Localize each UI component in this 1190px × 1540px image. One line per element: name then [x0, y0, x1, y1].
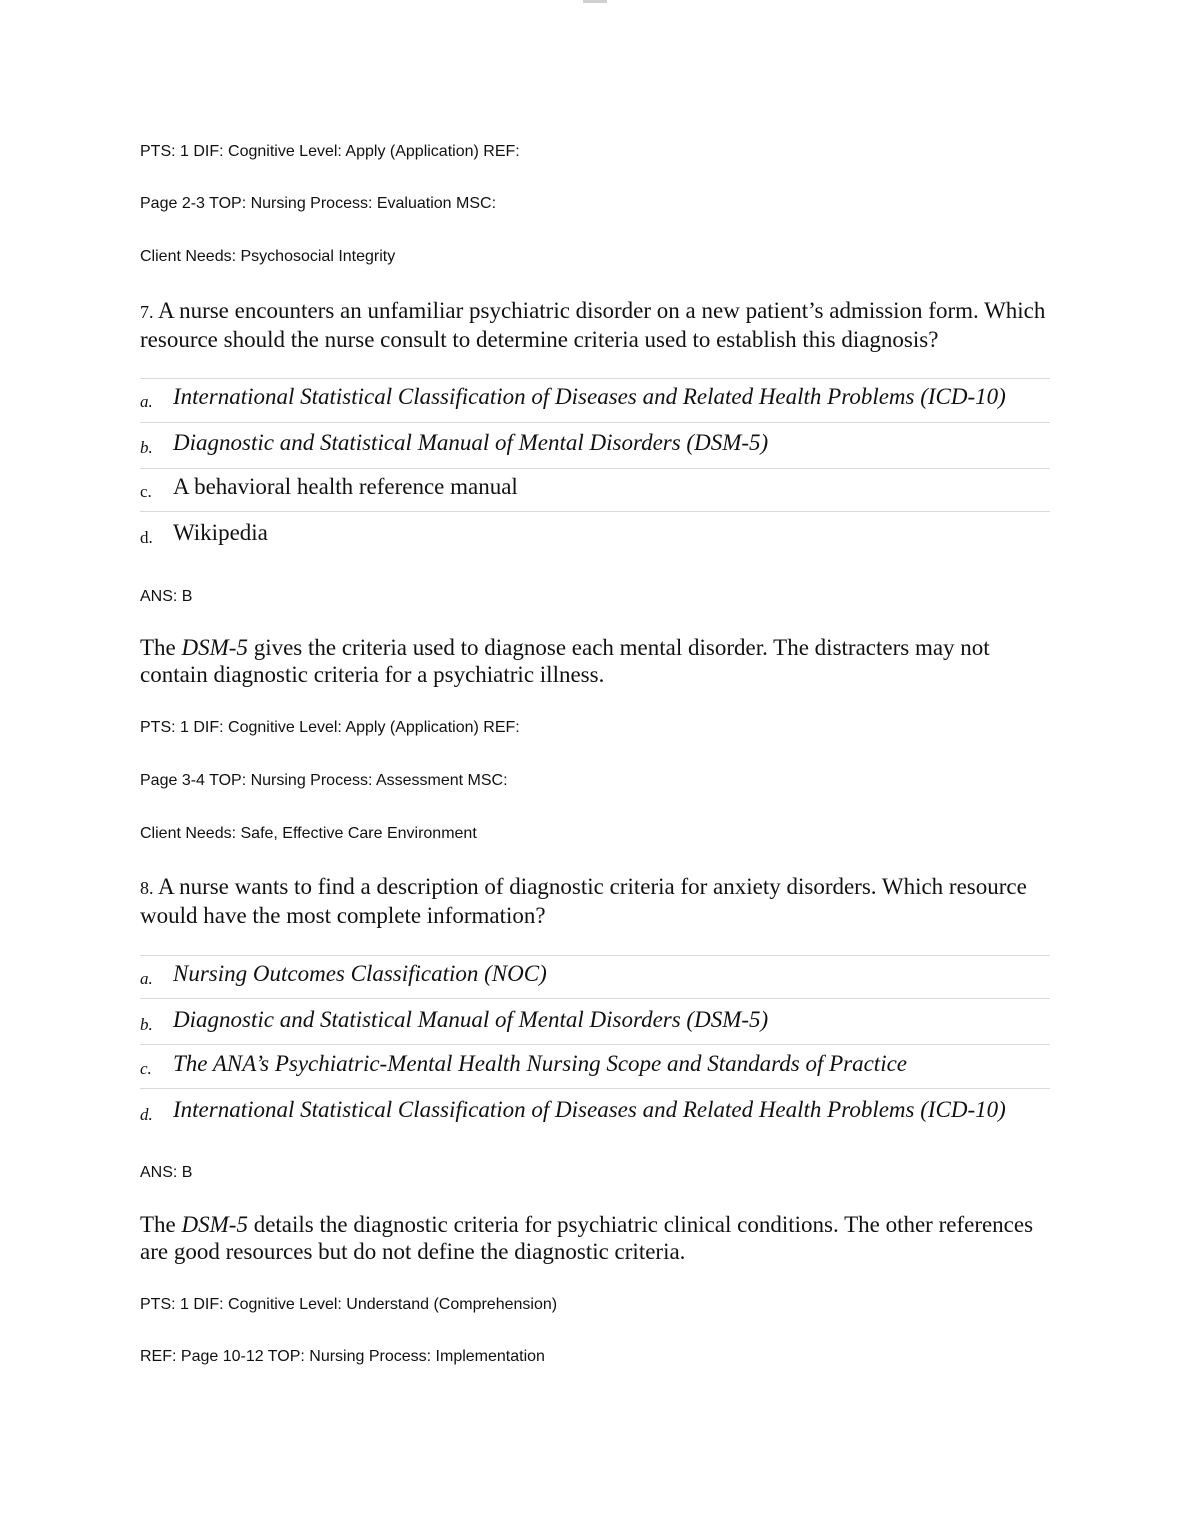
option-divider: [140, 511, 1050, 512]
q8-option-b: [140, 1001, 1050, 1045]
client-needs-line: Client Needs: Psychosocial Integrity: [140, 248, 396, 265]
option-text: A behavioral health reference manual: [173, 474, 518, 499]
pts-line: PTS: 1 DIF: Cognitive Level: Apply (Application) REF:: [140, 143, 520, 160]
rationale-text: details the diagnostic criteria for psychiatric clinical conditions. The other references are good resources but do not define the diagnostic criteria.: [140, 1212, 1034, 1264]
option-divider: [140, 1088, 1050, 1089]
question-8-stem: [140, 873, 1060, 929]
option-letter: c.: [140, 482, 152, 501]
client-needs-line: Client Needs: Safe, Effective Care Environment: [140, 825, 477, 842]
q8-option-c: [140, 1045, 1050, 1089]
rationale-text: The: [140, 635, 182, 660]
option-letter: d.: [140, 1105, 153, 1124]
option-text: Diagnostic and Statistical Manual of Mental Disorders (DSM-5): [173, 1007, 769, 1032]
question-text: A nurse encounters an unfamiliar psychiatric disorder on a new patient’s admission form. Which resource should the nurse consult to determine criteria used to establish this diagnosis?: [140, 298, 1046, 352]
ref-line: REF: Page 10-12 TOP: Nursing Process: Implementation: [140, 1348, 545, 1365]
option-letter: c.: [140, 1059, 152, 1078]
option-text: International Statistical Classification of Diseases and Related Health Problems (ICD-10): [173, 384, 1006, 409]
pts-line: PTS: 1 DIF: Cognitive Level: Understand (Comprehension): [140, 1296, 558, 1313]
option-text: Nursing Outcomes Classification (NOC): [173, 961, 547, 986]
option-letter: a.: [140, 969, 153, 988]
page-ref-line: Page 2-3 TOP: Nursing Process: Evaluation MSC:: [140, 195, 497, 212]
page-ref-line: Page 3-4 TOP: Nursing Process: Assessment MSC:: [140, 772, 508, 789]
option-letter: a.: [140, 392, 153, 411]
answer-line: ANS: B: [140, 1164, 193, 1181]
rationale-emphasis: DSM-5: [181, 1212, 248, 1237]
question-number: 7.: [140, 302, 154, 322]
option-divider: [140, 422, 1050, 423]
q8-option-a: [140, 955, 1050, 999]
q7-option-d: [140, 514, 1050, 558]
option-text: Diagnostic and Statistical Manual of Mental Disorders (DSM-5): [173, 430, 769, 455]
question-7-stem: [140, 297, 1060, 353]
q8-option-d: [140, 1091, 1050, 1135]
rationale-emphasis: DSM-5: [181, 635, 248, 660]
q7-option-b: [140, 424, 1050, 468]
option-letter: b.: [140, 438, 153, 457]
question-number: 8.: [140, 878, 154, 898]
page-header-mark: [583, 0, 607, 3]
option-divider: [140, 998, 1050, 999]
option-letter: b.: [140, 1015, 153, 1034]
option-text: Wikipedia: [173, 520, 268, 545]
rationale-text: gives the criteria used to diagnose each mental disorder. The distracters may not contain diagnostic criteria for a psychiatric illness.: [140, 635, 990, 687]
rationale-8: [140, 1211, 1060, 1265]
answer-line: ANS: B: [140, 588, 193, 605]
option-text: The ANA’s Psychiatric-Mental Health Nursing Scope and Standards of Practice: [173, 1051, 908, 1076]
option-text: International Statistical Classification of Diseases and Related Health Problems (ICD-10): [173, 1097, 1006, 1122]
pts-line: PTS: 1 DIF: Cognitive Level: Apply (Application) REF:: [140, 719, 520, 736]
rationale-7: [140, 634, 1060, 688]
rationale-text: The: [140, 1212, 182, 1237]
option-letter: d.: [140, 528, 153, 547]
q7-option-c: [140, 468, 1050, 512]
question-text: A nurse wants to find a description of diagnostic criteria for anxiety disorders. Which resource would have the most complete information?: [140, 874, 1027, 928]
q7-option-a: [140, 378, 1050, 422]
